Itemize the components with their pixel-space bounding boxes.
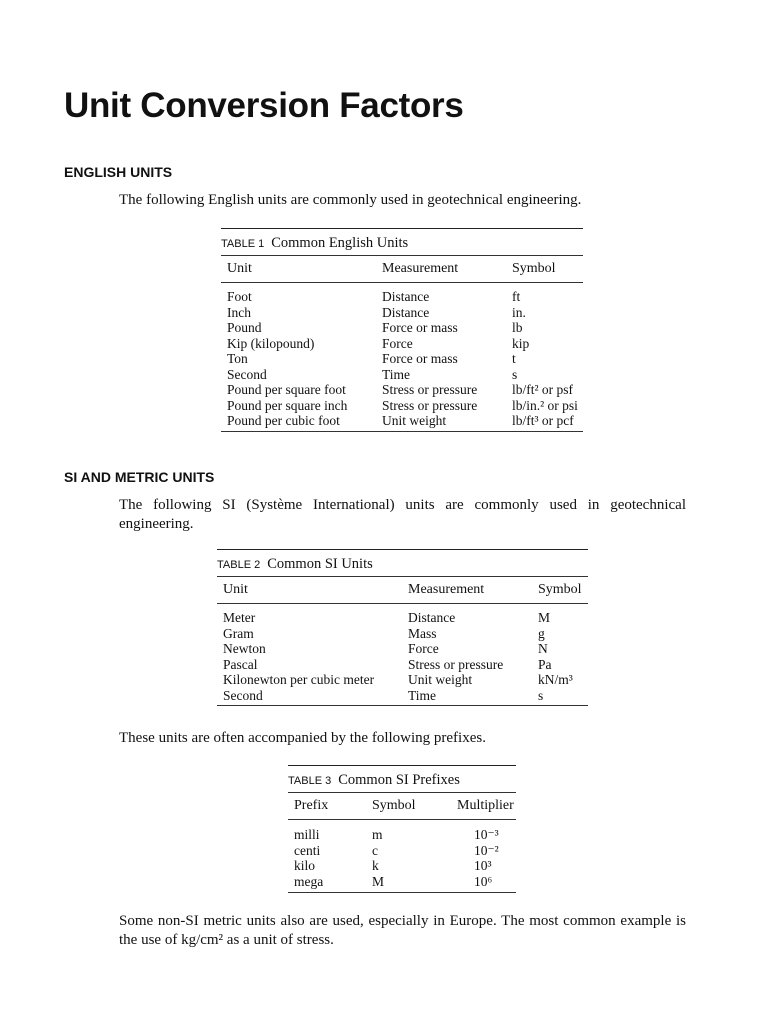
cell-symbol: ft xyxy=(512,289,521,304)
table-row xyxy=(217,610,588,626)
cell-symbol: g xyxy=(538,625,545,641)
table-si-prefixes xyxy=(288,765,516,893)
cell-measurement: Stress or pressure xyxy=(382,397,478,413)
column-header-measurement: Measurement xyxy=(408,582,485,597)
cell-symbol: k xyxy=(372,858,379,873)
cell-unit: Pascal xyxy=(223,656,258,672)
column-header-prefix: Prefix xyxy=(294,798,329,813)
cell-symbol: N xyxy=(538,641,548,656)
table-caption xyxy=(288,765,516,792)
table-row xyxy=(221,413,583,429)
cell-symbol: t xyxy=(512,351,516,366)
column-header-measurement: Measurement xyxy=(382,261,459,276)
table-si-units xyxy=(217,549,588,706)
table-row xyxy=(217,688,588,704)
cell-unit: Foot xyxy=(227,289,252,304)
cell-unit: Pound xyxy=(227,320,262,335)
table-row xyxy=(288,843,516,859)
cell-unit: Inch xyxy=(227,304,251,320)
cell-measurement: Mass xyxy=(408,625,437,641)
cell-measurement: Distance xyxy=(408,610,456,625)
cell-measurement: Stress or pressure xyxy=(408,656,504,672)
table-english-units xyxy=(221,228,583,432)
column-header-symbol: Symbol xyxy=(372,798,416,813)
cell-unit: Kilonewton per cubic meter xyxy=(223,672,375,687)
cell-measurement: Distance xyxy=(382,304,430,320)
table-row xyxy=(221,289,583,305)
cell-symbol: c xyxy=(372,842,378,858)
cell-unit: Newton xyxy=(223,641,266,656)
cell-measurement: Force xyxy=(408,641,439,656)
cell-measurement: Time xyxy=(408,687,437,703)
table-row xyxy=(217,626,588,642)
cell-multiplier: 10⁶ xyxy=(474,873,493,889)
table-body xyxy=(221,283,583,432)
cell-measurement: Stress or pressure xyxy=(382,382,478,397)
cell-unit: Second xyxy=(223,687,263,703)
cell-symbol: lb xyxy=(512,320,523,335)
column-header-multiplier: Multiplier xyxy=(457,798,514,813)
cell-measurement: Time xyxy=(382,366,411,382)
cell-symbol: M xyxy=(538,610,551,625)
closing-paragraph: Some non-SI metric units also are used, especially in Europe. The most common example is the use of kg/cm² as a unit of stress. xyxy=(119,913,686,948)
cell-unit: Gram xyxy=(223,625,254,641)
table-row xyxy=(221,305,583,321)
table-row xyxy=(221,351,583,367)
table-row xyxy=(221,382,583,398)
section-heading-si: SI AND METRIC UNITS xyxy=(64,469,215,485)
table-row xyxy=(217,641,588,657)
cell-unit: Pound per square inch xyxy=(227,397,348,413)
cell-symbol: s xyxy=(538,687,544,703)
cell-symbol: lb/ft³ or pcf xyxy=(512,413,574,428)
column-header-unit: Unit xyxy=(223,582,248,597)
column-header-symbol: Symbol xyxy=(538,582,582,597)
cell-symbol: kip xyxy=(512,335,530,351)
cell-unit: Meter xyxy=(223,610,256,625)
table-header xyxy=(221,255,583,283)
table-title: Common SI Units xyxy=(267,556,373,572)
cell-measurement: Force or mass xyxy=(382,320,458,335)
table-row xyxy=(221,367,583,383)
table-header xyxy=(217,576,588,604)
cell-unit: Second xyxy=(227,366,267,382)
cell-prefix: mega xyxy=(294,873,324,889)
cell-prefix: milli xyxy=(294,827,320,842)
section-heading-english: ENGLISH UNITS xyxy=(64,164,173,180)
table-body xyxy=(288,820,516,893)
table-row xyxy=(217,657,588,673)
cell-measurement: Unit weight xyxy=(382,413,447,428)
cell-symbol: in. xyxy=(512,304,526,320)
table-row xyxy=(288,874,516,890)
cell-multiplier: 10⁻² xyxy=(474,842,499,858)
table-title: Common English Units xyxy=(271,235,409,251)
table-row xyxy=(221,398,583,414)
table-caption xyxy=(221,228,583,255)
cell-symbol: kN/m³ xyxy=(538,672,573,687)
prefix-intro: These units are often accompanied by the following prefixes. xyxy=(119,730,486,746)
cell-symbol: s xyxy=(512,366,518,382)
cell-multiplier: 10⁻³ xyxy=(474,827,499,842)
cell-measurement: Distance xyxy=(382,289,430,304)
cell-symbol: m xyxy=(372,827,383,842)
english-intro: The following English units are commonly used in geotechnical engineering. xyxy=(119,192,582,208)
table-label: TABLE 3 xyxy=(288,775,332,787)
column-header-unit: Unit xyxy=(227,261,252,276)
cell-measurement: Force or mass xyxy=(382,351,458,366)
table-caption xyxy=(217,549,588,576)
cell-prefix: centi xyxy=(294,842,321,858)
cell-measurement: Force xyxy=(382,335,413,351)
cell-symbol: Pa xyxy=(538,656,552,672)
table-row xyxy=(221,336,583,352)
cell-unit: Pound per cubic foot xyxy=(227,413,340,428)
si-intro: The following SI (Système International) units are commonly used in geotechnical engineering. xyxy=(119,497,686,532)
table-row xyxy=(217,672,588,688)
cell-multiplier: 10³ xyxy=(474,858,492,873)
table-label: TABLE 2 xyxy=(217,559,261,571)
table-row xyxy=(288,827,516,843)
table-header xyxy=(288,792,516,820)
cell-unit: Ton xyxy=(227,351,248,366)
table-row xyxy=(221,320,583,336)
page-title: Unit Conversion Factors xyxy=(64,86,464,125)
table-body xyxy=(217,604,588,706)
cell-symbol: lb/ft² or psf xyxy=(512,382,574,397)
cell-unit: Pound per square foot xyxy=(227,382,346,397)
table-row xyxy=(288,858,516,874)
table-title: Common SI Prefixes xyxy=(338,772,460,788)
cell-symbol: M xyxy=(372,873,385,889)
cell-prefix: kilo xyxy=(294,858,316,873)
cell-measurement: Unit weight xyxy=(408,672,473,687)
table-label: TABLE 1 xyxy=(221,238,265,250)
column-header-symbol: Symbol xyxy=(512,261,556,276)
cell-symbol: lb/in.² or psi xyxy=(512,397,578,413)
cell-unit: Kip (kilopound) xyxy=(227,335,315,351)
